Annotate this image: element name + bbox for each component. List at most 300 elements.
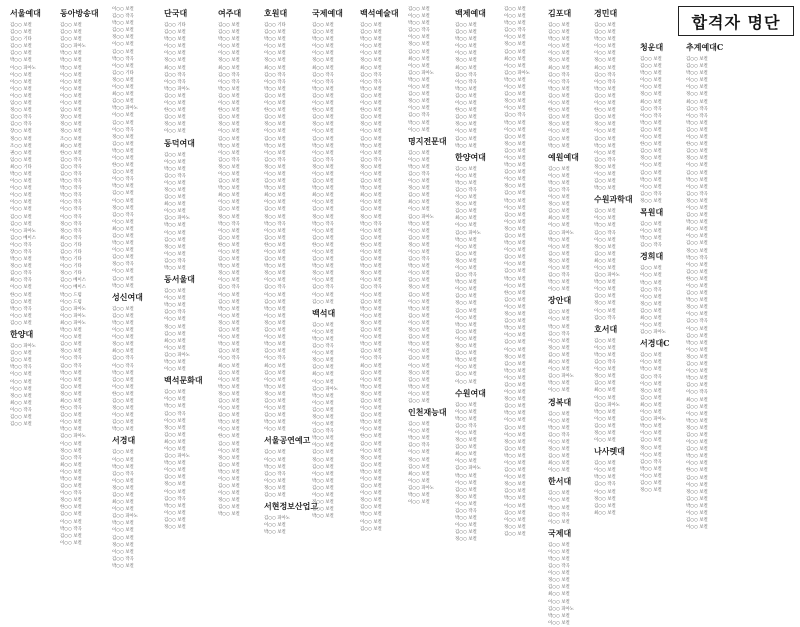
student-entry: 박○○ 작곡 [10,306,32,312]
student-entry: 이○○ 보컬 [594,438,616,444]
student-entry: 이○○ 보컬 [60,335,82,341]
student-entry: 박○○ 보컬 [408,306,430,312]
student-entry: 정○○ 보컬 [504,99,526,105]
student-entry: 최○○ 보컬 [60,398,82,404]
student-entry: 박○○ 보컬 [548,505,570,511]
student-entry: 김○○ 보컬 [408,377,430,383]
student-entry: 김○○ 보컬 [218,136,240,142]
student-entry: 김○○ 작곡 [686,106,708,112]
student-entry: 김○○ 보컬 [360,328,382,334]
student-entry: 박○○ 보컬 [408,264,430,270]
student-entry: 김○○ 작곡 [60,363,82,369]
student-entry: 김○○ 보컬 [264,370,286,376]
student-entry: 이○○ 작곡 [10,407,32,413]
student-entry: 정○○ 보컬 [408,328,430,334]
student-entry: 이○○ 작곡 [112,177,134,183]
school-heading: 동아방송대 [60,8,99,18]
student-entry: 박○○ 보컬 [455,473,477,479]
student-entry: 김○○ 보컬 [112,99,134,105]
student-entry: 정○○ 보컬 [312,500,334,506]
student-entry: 박○○ 보컬 [10,58,32,64]
student-entry: 최○○ 보컬 [218,193,240,199]
student-entry: 이○○ 보컬 [10,86,32,92]
student-entry: 김○○ 작곡 [60,164,82,170]
student-entry: 이○○ 보컬 [264,101,286,107]
student-entry: 김○○ 보컬 [455,251,477,257]
student-entry: 한○○ 보컬 [112,163,134,169]
student-entry: 김○○ 보컬 [594,461,616,467]
student-entry: 김○○ 보컬 [112,255,134,261]
student-entry: 김○○ 보컬 [60,484,82,490]
student-entry: 이○○ 보컬 [455,336,477,342]
student-entry: 이○○ 작곡 [640,113,662,119]
student-entry: 김○○ 피아노 [594,273,621,279]
student-entry: 이○○ 보컬 [408,349,430,355]
student-entry: 이○○ 보컬 [686,525,708,531]
school-heading: 호서대 [594,323,618,334]
student-entry: 이○○ 기타 [60,264,82,270]
student-entry: 이○○ 보컬 [218,228,240,234]
student-entry: 박○○ 보컬 [455,86,477,92]
student-entry: 정○○ 보컬 [408,242,430,248]
school-heading: 예원예대 [548,151,579,162]
student-entry: 박○○ 보컬 [360,37,382,43]
student-entry: 김○○ 작곡 [112,356,134,362]
student-entry: 이○○ 보컬 [640,473,662,479]
student-entry: 정○○ 보컬 [504,42,526,48]
student-entry: 이○○ 보컬 [594,216,616,222]
student-entry: 김○○ 보컬 [504,382,526,388]
student-entry: 김○○ 작곡 [164,72,186,78]
student-entry: 김○○ 보컬 [504,319,526,325]
student-entry: 최○○ 보컬 [408,56,430,62]
student-entry: 김○○ 보컬 [455,329,477,335]
student-entry: 이○○ 보컬 [312,250,334,255]
school-heading: 백제예대 [455,8,486,18]
student-entry: 김○○ 보컬 [60,384,82,390]
student-entry: 이○○ 보컬 [686,461,708,467]
student-entry: 이○○ 보컬 [504,155,526,161]
student-entry: 김○○ 피아노 [640,417,667,423]
student-entry: 김○○ 작곡 [640,106,662,112]
student-entry: 김○○ 보컬 [218,299,240,305]
student-entry: 정○○ 보컬 [312,214,334,220]
student-entry: 김○○ 보컬 [264,493,286,498]
school-heading: 경희대 [640,251,664,262]
student-entry: 최○○ 보컬 [60,462,82,468]
student-entry: 정○○ 보컬 [548,258,570,264]
student-entry: 이○○ 보컬 [264,523,286,529]
student-entry: 김○○ 보컬 [312,93,334,99]
student-entry: 김○○ 보컬 [594,93,616,99]
student-entry: 박○○ 작곡 [686,255,708,261]
student-entry: 정○○ 보컬 [10,136,32,142]
student-entry: 김○○ 작곡 [548,187,570,193]
student-entry: 박○○ 보컬 [164,303,186,309]
student-entry: 이○○ 보컬 [455,501,477,507]
student-entry: 한○○ 보컬 [686,276,708,282]
student-entry: 김○○ 보컬 [312,207,334,213]
student-entry: 김○○ 보컬 [10,214,32,220]
student-entry: 박○○ 보컬 [10,257,32,263]
student-entry: 이○○ 보컬 [594,308,616,314]
school-heading: 인천재능대 [408,407,447,418]
student-entry: 이○○ 작곡 [112,127,134,133]
student-entry: 정○○ 보컬 [408,186,430,192]
student-entry: 임○○ 보컬 [60,108,82,114]
student-entry: 김○○ 작곡 [312,285,334,291]
student-entry: 김○○ 피아노 [264,516,291,522]
student-entry: 이○○ 보컬 [455,173,477,179]
student-entry: 이○○ 보컬 [455,195,477,201]
student-entry: 정○○ 보컬 [594,301,616,307]
school-heading: 서울공연예고 [264,435,311,446]
student-entry: 이○○ 보컬 [686,234,708,240]
student-entry: 박○○ 보컬 [360,86,382,92]
student-entry: 이○○ 보컬 [455,430,477,436]
school-heading: 경민대 [594,8,618,18]
student-entry: 정○○ 보컬 [504,354,526,360]
student-entry: 정○○ 보컬 [60,498,82,504]
student-entry: 이○○ 보컬 [640,431,662,437]
student-entry: 박○○ 보컬 [686,220,708,226]
student-entry: 김○○ 작곡 [455,72,477,78]
student-entry: 김○○ 보컬 [548,352,570,358]
student-entry: 한○○ 보컬 [360,434,382,440]
student-entry: 박○○ 보컬 [408,221,430,227]
student-entry: 김○○ 보컬 [264,136,286,142]
student-entry: 김○○ 작곡 [504,113,526,119]
student-entry: 한○○ 보컬 [60,505,82,511]
student-entry: 정○○ 보컬 [686,248,708,254]
student-entry: 최○○ 보컬 [640,99,662,105]
student-entry: 이○○ 보컬 [360,278,382,284]
student-entry: 이○○ 보컬 [640,294,662,300]
student-entry: 김○○ 보컬 [112,49,134,55]
student-entry: 정○○ 보컬 [60,122,82,128]
student-entry: 이○○ 피아노 [10,65,37,71]
student-entry: 한○○ 보컬 [640,142,662,148]
student-entry: 김○○ 보컬 [312,23,334,28]
student-entry: 김○○ 보컬 [504,489,526,495]
student-entry: 김○○ 보컬 [112,234,134,239]
school-heading: 백석대 [312,307,336,318]
student-entry: 이○○ 보컬 [10,186,32,192]
student-entry: 김○○ 기타 [112,70,134,76]
student-entry: 김○○ 보컬 [60,512,82,518]
student-entry: 김○○ 보컬 [360,257,382,263]
student-entry: 김○○ 보컬 [408,422,430,428]
student-entry: 박○○ 보컬 [640,367,662,373]
student-entry: 이○○ 보컬 [686,511,708,516]
student-entry: 한○○ 보컬 [312,242,334,248]
student-entry: 이○○ 보컬 [360,200,382,206]
student-entry: 정○○ 보컬 [218,58,240,64]
student-entry: 김○○ 보컬 [164,152,186,158]
student-entry: 박○○ 보컬 [408,436,430,442]
student-entry: 김○○ 보컬 [504,234,526,239]
student-entry: 김○○ 보컬 [640,170,662,176]
student-entry: 김○○ 보컬 [504,297,526,303]
student-entry: 박○○ 보컬 [640,424,662,430]
student-entry: 김○○ 피아노 [408,485,435,491]
student-entry: 김○○ 보컬 [312,450,334,456]
page-title: 합격자 명단 [678,6,794,36]
student-entry: 김○○ 보컬 [455,530,477,536]
student-entry: 이○○ 작곡 [60,356,82,362]
student-entry: 김○○ 보컬 [218,328,240,334]
student-entry: 이○○ 보컬 [594,44,616,50]
student-entry: 박○○ 보컬 [112,184,134,190]
student-entry: 정○○ 보컬 [312,271,334,277]
school-heading: 백석예술대 [360,8,399,18]
student-entry: 김○○ 보컬 [60,37,82,43]
student-entry: 최○○ 보컬 [548,216,570,222]
student-entry: 김○○ 보컬 [640,221,662,227]
student-entry: 정○○ 보컬 [112,134,134,140]
student-entry: 최○○ 보컬 [548,592,570,598]
student-entry: 박○○ 보컬 [548,425,570,431]
student-entry: 최○○ 보컬 [640,316,662,321]
student-entry: 김○○ 보컬 [218,398,240,404]
student-entry: 정○○ 보컬 [360,391,382,397]
student-entry: 정○○ 보컬 [218,214,240,220]
student-entry: 박○○ 보컬 [112,241,134,247]
student-entry: 김○○ 피아노 [548,230,575,236]
student-entry: 박○○ 작곡 [60,179,82,185]
student-entry: 박○○ 보컬 [60,370,82,376]
student-entry: 정○○ 보컬 [112,485,134,491]
student-entry: 김○○ 보컬 [408,335,430,341]
student-entry: 김○○ 작곡 [218,72,240,78]
student-entry: 박○○ 보컬 [455,358,477,364]
student-entry: 이○○ 보컬 [360,448,382,454]
student-entry: 박○○ 보컬 [164,266,186,271]
student-entry: 이○○ 보컬 [60,420,82,426]
student-entry: 박○○ 보컬 [594,352,616,358]
student-entry: 정○○ 보컬 [408,370,430,376]
student-entry: 박○○ 보컬 [312,478,334,484]
student-entry: 이○○ 보컬 [594,150,616,156]
student-entry: 이○○ 작곡 [60,214,82,220]
student-entry: 이○○ 보컬 [112,219,134,225]
student-entry: 박○○ 보컬 [504,368,526,374]
student-entry: 이○○ 보컬 [60,377,82,383]
student-entry: 박○○ 보컬 [686,298,708,304]
student-entry: 김○○ 보컬 [60,413,82,419]
student-entry: 박○○ 보컬 [504,411,526,417]
student-entry: 조○○ 보컬 [10,143,32,149]
student-entry: 최○○ 보컬 [218,65,240,71]
student-entry: 임○○ 보컬 [10,101,32,107]
student-entry: 최○○ 보컬 [408,200,430,206]
student-entry: 이○○ 보컬 [264,457,286,463]
student-entry: 이○○ 보컬 [504,304,526,310]
student-entry: 김○○ 작곡 [164,496,186,502]
student-entry: 김○○ 보컬 [504,191,526,197]
student-entry: 김○○ 보컬 [594,503,616,509]
student-entry: 김○○ 보컬 [218,505,240,511]
student-entry: 정○○ 보컬 [594,244,616,250]
school-heading: 성신여대 [112,291,143,302]
student-entry: 김○○ 보컬 [164,195,186,201]
student-entry: 이○○ 피아노 [60,313,87,319]
student-entry: 이○○ 보컬 [10,72,32,78]
student-entry: 박○○ 작곡 [360,221,382,227]
student-entry: 이○○ 보컬 [218,171,240,177]
student-entry: 이○○ 보컬 [360,519,382,525]
student-entry: 최○○ 보컬 [112,349,134,355]
student-entry: 이○○ 보컬 [164,446,186,452]
student-entry: 김○○ 작곡 [640,459,662,465]
student-entry: 김○○ 보컬 [218,207,240,213]
student-entry: 이○○ 보컬 [60,86,82,92]
student-entry: 이○○ 보컬 [504,106,526,112]
student-entry: 이○○ 보컬 [112,507,134,513]
student-entry: 김○○ 보컬 [112,493,134,498]
student-entry: 박○○ 보컬 [504,241,526,247]
school-heading: 서경대 [112,435,136,446]
student-entry: 정○○ 보컬 [164,122,186,128]
student-entry: 김○○ 보컬 [594,251,616,257]
student-entry: 정○○ 보컬 [686,156,708,162]
student-entry: 김○○ 보컬 [264,398,286,404]
student-entry: 김○○ 보컬 [164,517,186,523]
student-entry: 김○○ 보컬 [408,49,430,55]
student-entry: 김○○ 보컬 [312,136,334,142]
student-entry: 이○○ 보컬 [312,292,334,298]
student-entry: 김○○ 작곡 [408,443,430,449]
student-entry: 김○○ 작곡 [218,285,240,291]
student-entry: 김○○ 보컬 [504,7,526,12]
student-entry: 박○○ 보컬 [640,177,662,183]
student-entry: 이○○ 보컬 [455,51,477,57]
student-entry: 한○○ 보컬 [218,434,240,440]
student-entry: 박○○ 보컬 [60,65,82,71]
student-entry: 김○○ 피아노 [504,70,531,76]
student-entry: 이○○ 보컬 [548,571,570,577]
student-entry: 이○○ 보컬 [594,395,616,401]
school-heading: 호원대 [264,8,288,18]
student-entry: 김○○ 보컬 [312,464,334,470]
student-entry: 김○○ 보컬 [455,445,477,451]
student-entry: 이○○ 보컬 [640,135,662,141]
student-entry: 이○○ 보컬 [408,320,430,326]
student-entry: 김○○ 보컬 [218,30,240,36]
student-entry: 정○○ 보컬 [640,488,662,494]
student-entry: 한○○ 보컬 [548,108,570,114]
student-entry: 이○○ 보컬 [112,113,134,119]
student-entry: 이○○ 보컬 [264,250,286,255]
student-entry: 김○○ 보컬 [112,450,134,456]
student-entry: 이○○ 보컬 [504,205,526,211]
school-heading: 단국대 [164,8,188,18]
student-entry: 박○○ 보컬 [504,276,526,282]
student-entry: 최○○ 보컬 [455,452,477,458]
student-entry: 김○○ 보컬 [686,333,708,339]
student-entry: 이○○ 보컬 [312,101,334,107]
student-entry: 이○○ 보컬 [408,250,430,255]
student-entry: 김○○ 작곡 [408,257,430,263]
student-entry: 이○○ 보컬 [504,283,526,289]
student-entry: 최○○ 보컬 [360,193,382,199]
student-entry: 이○○ 보컬 [408,363,430,369]
student-entry: 정○○ 보컬 [164,425,186,431]
student-entry: 김○○ 기타 [60,242,82,248]
student-entry: 이○○ 보컬 [594,266,616,271]
student-entry: 정○○ 보컬 [548,202,570,208]
student-entry: 최○○ 작곡 [10,278,32,284]
student-entry: 정○○ 보컬 [218,122,240,128]
student-entry: 김○○ 작곡 [548,432,570,438]
student-entry: 박○○ 보컬 [504,326,526,332]
student-entry: 김○○ 보컬 [360,115,382,121]
student-entry: 정○○ 보컬 [594,496,616,502]
student-entry: 이○○ 보컬 [408,35,430,41]
student-entry: 박○○ 보컬 [218,86,240,92]
student-entry: 이○○ 보컬 [218,200,240,206]
student-entry: 최○○ 보컬 [218,363,240,369]
student-entry: 최○○ 보컬 [360,65,382,71]
student-entry: 박○○ 보컬 [218,143,240,149]
student-entry: 이○○ 보컬 [640,163,662,169]
student-entry: 한○○ 보컬 [504,290,526,296]
student-entry: 김○○ 보컬 [686,383,708,389]
student-entry: 김○○ 보컬 [10,44,32,50]
student-entry: 박○○ 보컬 [112,563,134,569]
student-entry: 최○○ 보컬 [164,338,186,344]
student-entry: 이○○ 보컬 [10,386,32,392]
student-entry: 최○○ 보컬 [455,65,477,71]
student-entry: 김○○ 보컬 [264,115,286,121]
student-entry: 한○○ 보컬 [686,142,708,148]
student-entry: 이○○ 보컬 [164,397,186,403]
student-entry: 김○○ 보컬 [640,395,662,401]
student-entry: 박○○ 보컬 [164,37,186,43]
student-entry: 박○○ 보컬 [312,37,334,43]
student-entry: 박○○ 보컬 [548,143,570,149]
student-entry: 정○○ 보컬 [164,482,186,488]
student-entry: 한○○ 보컬 [312,108,334,114]
student-entry: 김○○ 피아노 [60,306,87,312]
student-entry: 김○○ 보컬 [640,353,662,359]
student-entry: 이○○ 보컬 [112,85,134,91]
student-entry: 정○○ 보컬 [455,344,477,350]
student-entry: 김○○ 보컬 [455,209,477,215]
student-entry: 정○○ 보컬 [112,406,134,412]
student-entry: 권○○ 보컬 [10,150,32,156]
student-entry: 이○○ 보컬 [164,51,186,57]
student-entry: 이○○ 베이스 [60,285,87,291]
student-entry: 김○○ 보컬 [455,308,477,314]
student-entry: 정○○ 보컬 [548,58,570,64]
student-entry: 김○○ 작곡 [164,173,186,179]
student-entry: 이○○ 보컬 [360,171,382,177]
student-entry: 이○○ 보컬 [312,44,334,50]
school-heading: 수원여대 [455,387,486,398]
student-entry: 이○○ 보컬 [594,129,616,135]
student-entry: 정○○ 보컬 [60,391,82,397]
student-entry: 김○○ 보컬 [504,446,526,452]
student-entry: 박○○ 작곡 [312,221,334,227]
student-entry: 최○○ 보컬 [594,388,616,394]
student-entry: 김○○ 보컬 [686,241,708,247]
student-entry: 정○○ 보컬 [264,122,286,128]
student-entry: 이○○ 보컬 [640,273,662,279]
student-entry: 이○○ 보컬 [594,468,616,474]
student-entry: 박○○ 보컬 [112,148,134,154]
student-entry: 정○○ 보컬 [360,214,382,220]
